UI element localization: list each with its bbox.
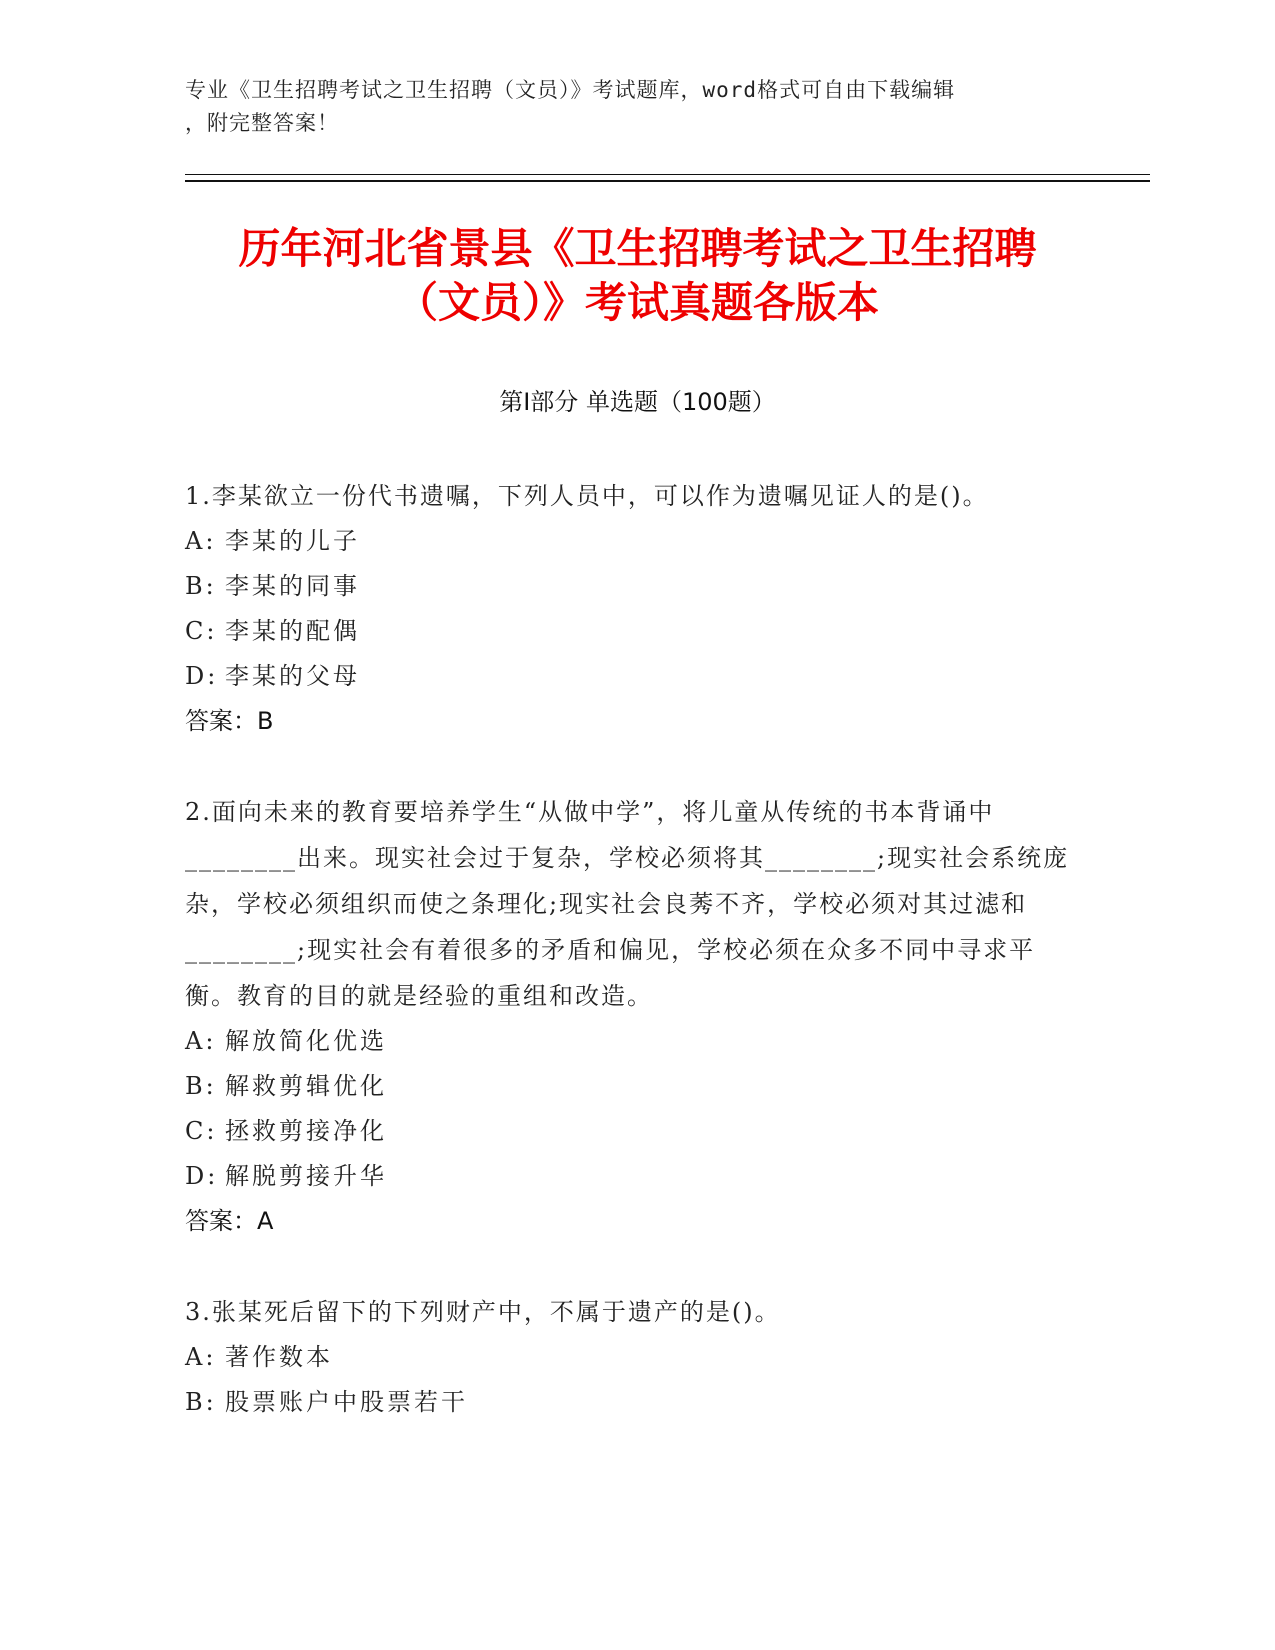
option-list (185, 519, 1070, 699)
option-c (185, 1109, 1070, 1154)
option-c (185, 609, 1070, 654)
option-a (185, 519, 1070, 564)
document-title-line-2: （文员）》考试真题各版本 (395, 278, 879, 327)
document-title-line-1: 历年河北省景县《卫生招聘考试之卫生招聘 (238, 224, 1037, 273)
option-d (185, 1154, 1070, 1199)
option-list (185, 1335, 1070, 1425)
header-note (185, 74, 1065, 140)
option-d (185, 654, 1070, 699)
question-list (185, 473, 1070, 1470)
option-key: A: (185, 1027, 217, 1055)
option-key: B: (185, 572, 217, 600)
option-text: 解放简化优选 (225, 1027, 387, 1055)
option-text: 解脱剪接升华 (225, 1162, 387, 1190)
header-note-line-1: 专业《卫生招聘考试之卫生招聘（文员）》考试题库，word格式可自由下载编辑 (185, 78, 956, 102)
option-key: D: (185, 1162, 219, 1190)
question-1 (185, 473, 1070, 744)
answer-line: 答案：A (185, 1207, 274, 1235)
question-stem: 3.张某死后留下的下列财产中，不属于遗产的是()。 (185, 1298, 781, 1326)
option-text: 李某的配偶 (225, 617, 360, 645)
option-key: C: (185, 1117, 218, 1145)
answer-line: 答案：B (185, 707, 274, 735)
option-list (185, 1019, 1070, 1199)
header-note-line-2: ，附完整答案！ (185, 111, 339, 135)
option-key: C: (185, 617, 218, 645)
header-divider-thick (185, 180, 1150, 182)
header-divider-thin (185, 174, 1150, 175)
option-text: 拯救剪接净化 (225, 1117, 387, 1145)
option-key: A: (185, 527, 217, 555)
option-key: D: (185, 662, 219, 690)
document-title (130, 222, 1145, 330)
option-a (185, 1335, 1070, 1380)
option-b (185, 1064, 1070, 1109)
option-text: 李某的儿子 (225, 527, 360, 555)
question-stem: 1.李某欲立一份代书遗嘱，下列人员中，可以作为遗嘱见证人的是()。 (185, 482, 989, 510)
option-text: 股票账户中股票若干 (225, 1388, 468, 1416)
section-heading: 第Ⅰ部分 单选题（100题） (499, 388, 776, 416)
option-a (185, 1019, 1070, 1064)
question-3 (185, 1289, 1070, 1425)
option-b (185, 564, 1070, 609)
option-text: 解救剪辑优化 (225, 1072, 387, 1100)
option-b (185, 1380, 1070, 1425)
option-text: 著作数本 (225, 1343, 333, 1371)
question-2 (185, 789, 1070, 1244)
option-text: 李某的父母 (225, 662, 360, 690)
option-key: A: (185, 1343, 217, 1371)
option-key: B: (185, 1072, 217, 1100)
option-text: 李某的同事 (225, 572, 360, 600)
option-key: B: (185, 1388, 217, 1416)
question-stem: 2.面向未来的教育要培养学生“从做中学”，将儿童从传统的书本背诵中________出来。现实社会过于复杂，学校必须将其________;现实社会系统庞杂，学校必须组织而使之条理化;现实社会良莠不齐，学校必须对其过滤和________;现实社会有着很多的矛盾和偏见，学校必须在众多不同中寻求平衡。教育的目的就是经验的重组和改造。 (185, 798, 1070, 1010)
